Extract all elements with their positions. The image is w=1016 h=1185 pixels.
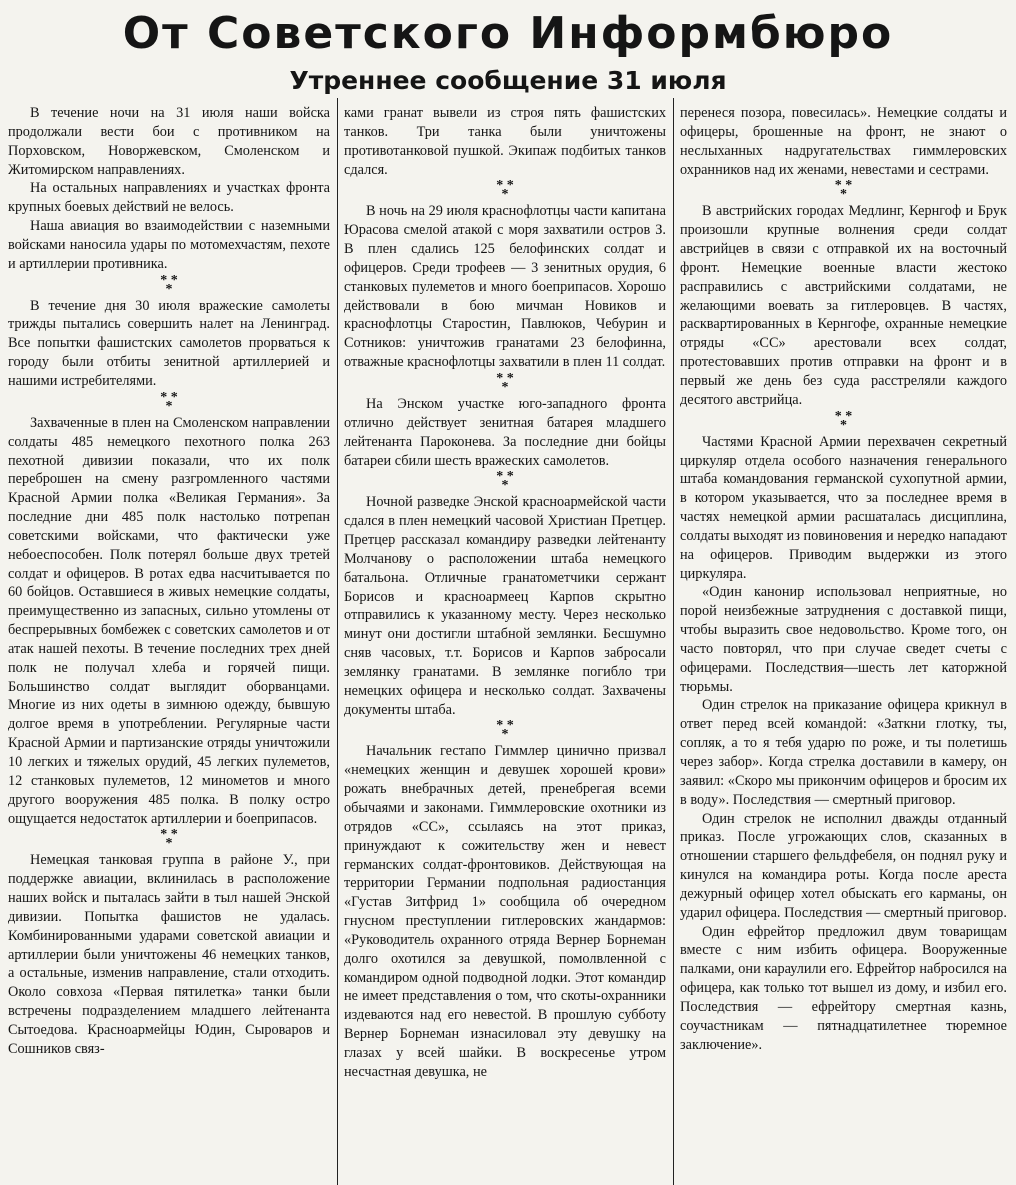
article-paragraph: Наша авиация во взаимодействии с наземными войсками наносила удары по мотомехчастям, пехоте и артиллерии противника. [8,218,330,272]
article-paragraph: ками гранат вывели из строя пять фашистских танков. Три танка были уничтожены противотанковой пушкой. Экипаж подбитых танков сдался. [344,105,666,178]
article-paragraph: Начальник гестапо Гиммлер цинично призвал «немецких женщин и девушек хорошей крови» рожать внебрачных детей, пренебрегая всеми обычаями и законами. Гиммлеровские охотники из отрядов «СС», ссылаясь на этот приказ, принуждают к сожительству жен и невест германских солдат-фронтовиков. Действующая на территории Германии подпольная радиостанция «Густав Зитфрид 1» сообщила об очередном гнусном преступлении гитлеровских жандармов: «Руководитель охранного отряда Вернер Борнеман долго охотился за девушкой, помолвленной с командиром одной подводной лодки. Этот командир не имеет представления о том, что скоты-охранники издеваются над его невестой. В прошлую субботу Вернер Борнеман изнасиловал эту девушку на глазах у всей шайки. В воскресенье утром несчастная девушка, не [344,743,666,1080]
section-separator: * * * [160,389,178,414]
page-title: От Советского Информбюро [122,8,894,59]
article-paragraph: На Энском участке юго-западного фронта отлично действует зенитная батарея младшего лейтенанта Пароконева. За последние дни бойцы батареи сбили шесть вражеских самолетов. [344,395,666,469]
article-paragraph: «Один канонир использовал неприятные, но порой неизбежные затруднения с доставкой пищи, чтобы выразить свое недовольство. Кроме того, он часто повторял, что при случае сведет счеты с офицерами. Последствия—шесть лет каторжной тюрьмы. [680,584,1007,695]
article-paragraph: Один стрелок на приказание офицера крикнул в ответ перед всей командой: «Заткни глотку, ты, сопляк, а то я тебя ударю по роже, и ты полетишь через забор». Когда стрелка доставили в камеру, он заявил: «Скоро мы прикончим офицеров и бросим их в воду». Последствия — смертный приговор. [680,697,1007,808]
column-divider [337,98,338,1185]
section-separator: * * * [496,370,514,395]
article-paragraph: Захваченные в плен на Смоленском направлении солдаты 485 немецкого пехотного полка 263 пехотной дивизии показали, что их полк переброшен на смену разгромленного частями Красной Армии полка «Великая Германия». За последние дни 485 полк настолько потрепан советскими войсками, что фактически уже небоеспособен. Полк потерял больше двух третей солдат и офицеров. В ротах едва насчитывается по 60 бойцов. Оставшиеся в живых немецкие солдаты, преимущественно из запасных, сильно утомлены от беспрерывных бомбежек с советских самолетов и от атак нашей пехоты. В течение последних трех дней полк не получал хлеба и горячей пищи. Большинство солдат выглядит оборванцами. Многие из них одеты в зимнюю одежду, бывшую долгое время в употреблении. Регулярные части Красной Армии и партизанские отряды уничтожили 10 легких и тяжелых орудий, 45 легких пулеметов, 12 станковых пулеметов, 12 минометов и много другого вооружения 485 полка. В полку остро ощущается недостаток артиллерии и боеприпасов. [8,414,330,827]
section-separator: * * * [160,272,178,297]
section-separator: * * * [160,827,178,852]
text-column-3 [680,104,1007,1182]
section-separator: * * * [834,178,853,203]
section-separator: * * * [496,178,514,203]
article-paragraph: В течение ночи на 31 июля наши войска продолжали вести бои с противником на Порховском, Новоржевском, Смоленском и Житомирском направлениях. [8,105,330,178]
article-paragraph: Частями Красной Армии перехвачен секретный циркуляр отдела особого назначения генерального штаба командования германской сухопутной армии, в котором указывается, что за последнее время в частях немецкой армии расшаталась дисциплина, солдаты выходят из повиновения и нередко нападают на офицеров. Приводим выдержки из этого циркуляра. [680,433,1007,582]
section-separator: * * * [496,718,514,743]
article-paragraph: В австрийских городах Медлинг, Кернгоф и Брук произошли крупные волнения среди солдат австрийцев в связи с отправкой их на восточный фронт. Немецкие военные власти жестоко расправились с австрийскими солдатами, не желающими воевать за гитлеровцев. В частях, расквартированных в Кернгофе, охранные немецкие отряды «СС» арестовали всех солдат, протестовавших против отправки на фронт и в первый же день без суда расстреляли каждого десятого австрийца. [680,203,1007,408]
section-separator: * * * [496,469,514,494]
text-column-1 [8,104,330,1182]
page-subtitle: Утреннее сообщение 31 июля [289,66,727,95]
text-column-2 [344,104,666,1182]
column-divider [673,98,674,1185]
article-paragraph: Один стрелок не исполнил дважды отданный приказ. После угрожающих слов, сказанных в отношении старшего фельдфебеля, он поднял руку и кинулся на командира роты. Когда после ареста дежурный офицер хотел обыскать его карманы, он ударил офицера. Последствия — смертный приговор. [680,810,1007,921]
article-paragraph: Один ефрейтор предложил двум товарищам вместе с ним избить офицера. Вооруженные палками, они караулили его. Ефрейтор набросился на офицера, как только тот вышел из дому, и избил его. Последствия — ефрейтору смертная казнь, соучастникам — пятнадцатилетнее тюремное заключение». [680,923,1007,1053]
article-paragraph: На остальных направлениях и участках фронта крупных боевых действий не велось. [8,180,330,216]
article-paragraph: Немецкая танковая группа в районе У., при поддержке авиации, вклинилась в расположение наших войск и пыталась зайти в тыл нашей Энской дивизии. Попытка фашистов не удалась. Комбинированными ударами советской авиации и артиллерии были уничтожены 46 немецких танков, а остальные, изменив направление, стали отходить. Около совхоза «Первая пятилетка» танки были встречены подразделением младшего лейтенанта Сытоедова. Красноармейцы Юдин, Сыроваров и Сошников связ- [8,852,330,1057]
article-paragraph: В течение дня 30 июля вражеские самолеты трижды пытались совершить налет на Ленинград. Все попытки фашистских самолетов прорваться к городу были отбиты зенитной артиллерией и нашими истребителями. [8,297,330,389]
article-paragraph: В ночь на 29 июля краснофлотцы части капитана Юрасова смелой атакой с моря захватили остров З. В плен сдались 125 белофинских солдат и офицеров. Среди трофеев — 3 зенитных орудия, 6 станковых пулеметов и много боеприпасов. Хорошо действовали в бою мичман Новиков и краснофлотцы Старостин, Павлюков, Чебурин и Сотников: уничтожив гранатами 23 белофинна, отважные краснофлотцы захватили в плен 11 солдат. [344,203,666,371]
section-separator: * * * [834,408,853,433]
article-paragraph: перенеся позора, повесилась». Немецкие солдаты и офицеры, брошенные на фронт, не знают о неслыханных надругательствах гиммлеровских охранников над их женами, невестами и сестрами. [680,105,1007,178]
article-paragraph: Ночной разведке Энской красноармейской части сдался в плен немецкий часовой Христиан Претцер. Претцер рассказал командиру разведки лейтенанту Молчанову о расположении штаба немецкого батальона. Отличные гранатометчики сержант Борисов и красноармеец Карпов скрытно отправились к указанному месту. Через несколько минут они достигли штабной землянки. Бесшумно сняв часовых, т.т. Борисов и Карпов забросали землянку гранатами. В землянке погибло три немецких офицера и несколько солдат. Захвачены документы штаба. [344,494,666,718]
